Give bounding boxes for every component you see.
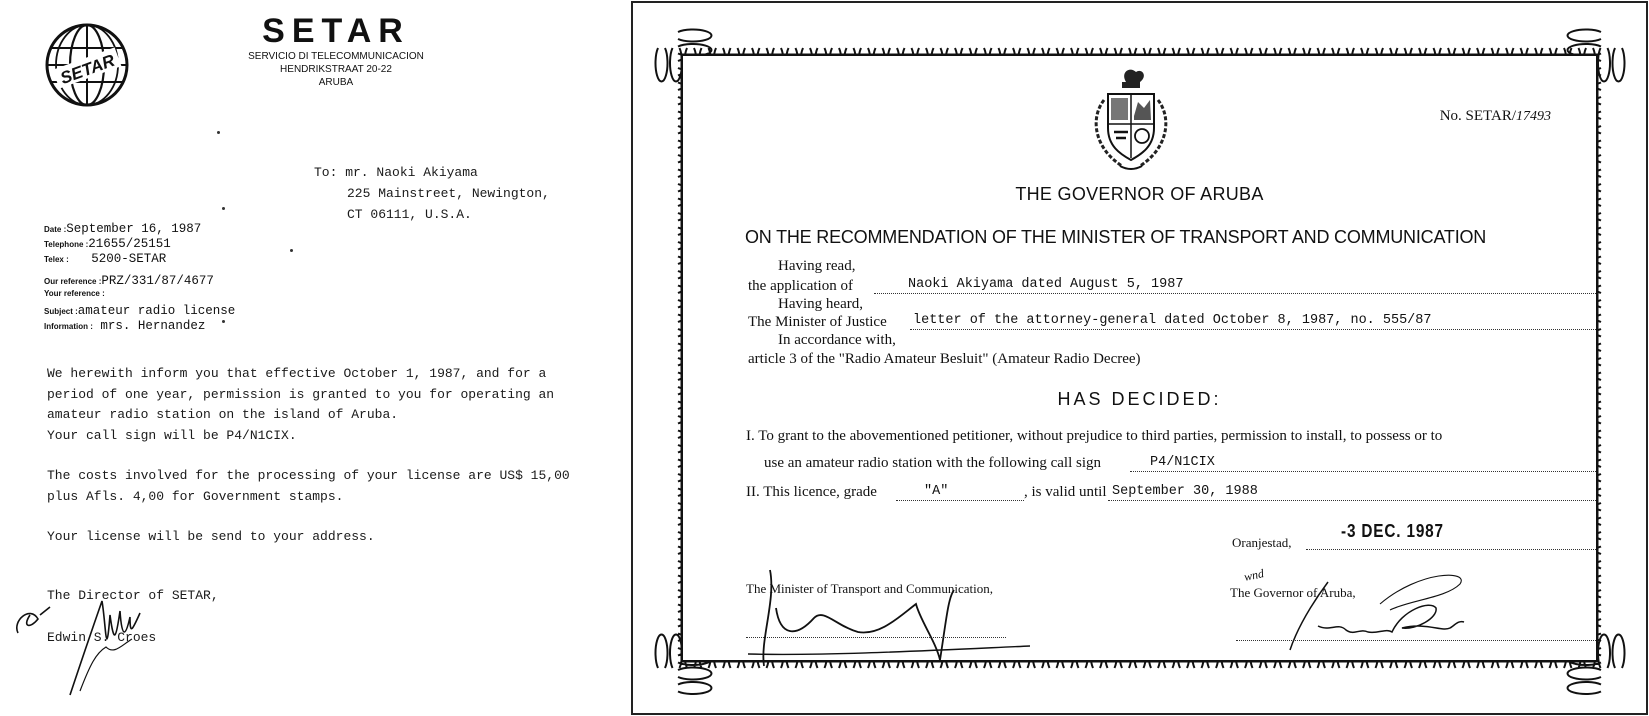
licence-number — [1440, 108, 1551, 125]
recommendation-line: ON THE RECOMMENDATION OF THE MINISTER OF TRANSPORT AND COMMUNICATION — [745, 227, 1487, 247]
amateur-radio-licence — [630, 0, 1649, 716]
telex-label: Telex : — [44, 255, 69, 264]
having-read-label: Having read, — [778, 258, 856, 274]
place-label: Oranjestad, — [1232, 535, 1292, 550]
telex-value: 5200-SETAR — [68, 252, 167, 266]
recipient-city: CT 06111, U.S.A. — [347, 207, 472, 222]
place-date-field — [1306, 532, 1596, 550]
grade-value: "A" — [924, 484, 949, 499]
decision-item-2-prefix: II. This licence, grade — [746, 484, 877, 500]
setar-letter — [0, 0, 630, 716]
paper-speck — [217, 131, 220, 134]
decision-item-1-line-2: use an amateur radio station with the following call sign — [764, 455, 1102, 471]
governor-annotation: wnd — [1242, 566, 1266, 584]
letter-signer-name: Edwin S. Croes — [47, 630, 157, 645]
recipient-address — [314, 162, 550, 225]
paragraph-1-line-1: We herewith inform you that effective October 1, 1987, and for a — [47, 366, 547, 381]
letter-meta-block — [44, 222, 235, 334]
application-value: Naoki Akiyama dated August 5, 1987 — [908, 277, 1184, 292]
information-value: mrs. Hernandez — [92, 319, 206, 333]
has-decided-heading: HAS DECIDED: — [1057, 389, 1222, 409]
director-signature — [10, 595, 170, 705]
paragraph-1-line-4: Your call sign will be P4/N1CIX. — [47, 427, 297, 443]
minister-justice-value: letter of the attorney-general dated October 8, 1987, no. 555/87 — [913, 313, 1432, 328]
decision-item-2-middle: , is valid until — [1024, 484, 1107, 500]
subject-value: amateur radio license — [77, 304, 236, 318]
company-header — [216, 12, 456, 89]
company-name: SETAR — [262, 12, 410, 50]
paragraph-2-line-1: The costs involved for the processing of your license are US$ 15,00 — [47, 468, 570, 483]
governor-signature-label: The Governor of Aruba, — [1230, 585, 1356, 600]
subject-label: Subject : — [44, 307, 78, 316]
governor-signature — [1230, 570, 1490, 660]
paragraph-1-line-3: amateur radio station on the island of Aruba. — [47, 407, 399, 422]
issue-date-stamp: -3 DEC. 1987 — [1341, 521, 1444, 541]
paper-speck — [290, 249, 293, 252]
our-reference-label: Our reference : — [44, 277, 102, 286]
governor-heading: THE GOVERNOR OF ARUBA — [1015, 184, 1264, 204]
valid-until-field — [1108, 483, 1596, 501]
having-heard-label: Having heard, — [778, 296, 863, 312]
paper-speck — [222, 207, 225, 210]
licence-number-label: No. SETAR/ — [1439, 108, 1516, 124]
company-line-3: ARUBA — [318, 77, 354, 88]
company-line-2: HENDRIKSTRAAT 20-22 — [280, 64, 392, 75]
company-line-1: SERVICIO DI TELECOMMUNICACION — [248, 51, 424, 62]
paragraph-2-line-2: plus Afls. 4,00 for Government stamps. — [47, 488, 344, 504]
article-line: article 3 of the "Radio Amateur Besluit" (Amateur Radio Decree) — [748, 351, 1141, 367]
call-sign-value: P4/N1CIX — [1150, 455, 1215, 470]
valid-until-value: September 30, 1988 — [1112, 484, 1258, 499]
your-reference-label: Your reference : — [44, 289, 105, 298]
minister-signature-label: The Minister of Transport and Communication, — [746, 581, 993, 596]
application-field — [874, 276, 1596, 294]
in-accordance-label: In accordance with, — [778, 332, 896, 348]
application-label: the application of — [748, 278, 853, 294]
letter-paragraph-1 — [47, 364, 617, 446]
call-sign-field — [1130, 454, 1596, 472]
recipient-street: 225 Mainstreet, Newington, — [347, 186, 550, 201]
date-label: Date : — [44, 225, 67, 234]
date-value: September 16, 1987 — [66, 222, 202, 236]
paragraph-1-line-2: period of one year, permission is granted to you for operating an — [47, 386, 555, 402]
setar-globe-logo — [44, 22, 130, 108]
grade-field — [896, 483, 1024, 501]
letter-paragraph-3: Your license will be send to your address. — [47, 529, 375, 544]
aruba-coat-of-arms-icon — [1086, 66, 1176, 176]
information-label: Information : — [44, 322, 93, 331]
letter-closing: The Director of SETAR, — [47, 588, 219, 603]
decision-item-1-line-1: I. To grant to the abovementioned petitioner, without prejudice to third parties, permission to install, to possess or to — [746, 428, 1443, 444]
minister-justice-label: The Minister of Justice — [748, 314, 887, 330]
minister-justice-field — [910, 312, 1596, 330]
telephone-value: 21655/25151 — [88, 237, 171, 251]
telephone-label: Telephone : — [44, 240, 89, 249]
svg-text:SETAR: SETAR — [57, 50, 118, 88]
letter-paragraph-2 — [47, 466, 617, 507]
licence-number-value: 17493 — [1516, 109, 1551, 124]
minister-signature — [740, 560, 1060, 670]
letter-body — [47, 364, 617, 568]
our-reference-value: PRZ/331/87/4677 — [101, 274, 214, 288]
recipient-to-line: To: mr. Naoki Akiyama — [314, 165, 478, 180]
